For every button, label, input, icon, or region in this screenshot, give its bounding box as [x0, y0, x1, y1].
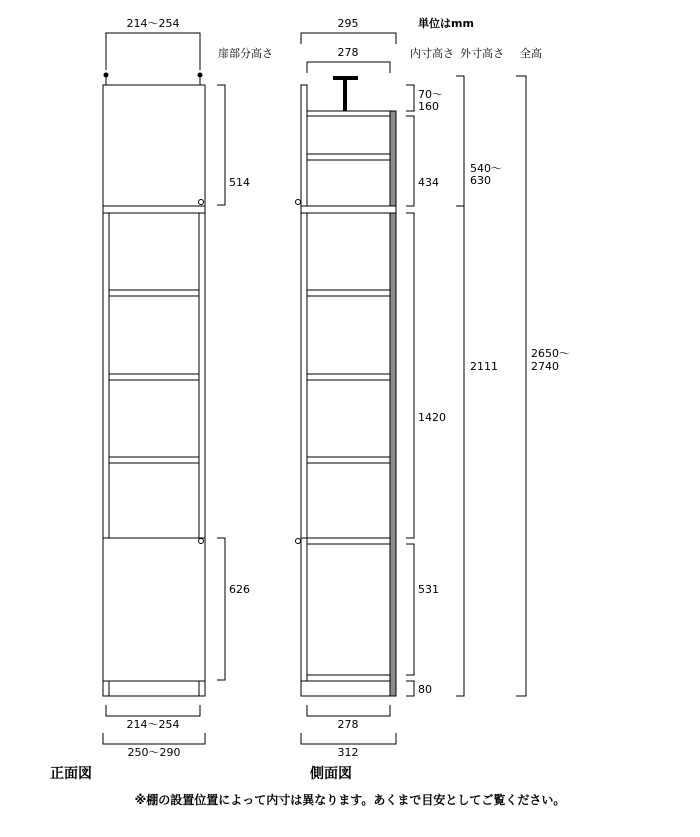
header-outer-height: 外寸高さ	[460, 47, 504, 60]
side-plinth	[301, 681, 390, 696]
total-height-max: 2740	[531, 360, 559, 373]
side-outer-depth-bottom-bracket	[301, 733, 396, 744]
side-outer-depth-top: 295	[337, 17, 359, 30]
inner-height-middle: 1420	[418, 411, 446, 424]
front-outer-width: 250～290	[127, 746, 181, 759]
side-lower-door	[301, 538, 307, 681]
side-outer-depth-bottom: 312	[337, 746, 359, 759]
front-divider-board	[103, 206, 205, 213]
side-inner-depth-bracket	[307, 62, 390, 73]
side-tension-rod	[333, 76, 358, 111]
front-upper-knob	[199, 200, 204, 205]
side-inner-depth-bottom: 278	[337, 718, 359, 731]
inner-height-upper: 434	[418, 176, 439, 189]
front-view	[50, 17, 250, 782]
inner-height-lower: 531	[418, 583, 439, 596]
inner-height-dimensions	[406, 85, 446, 696]
outer-height-upper-max: 630	[470, 174, 491, 187]
front-bottom-inner-width-bracket	[106, 705, 200, 716]
front-lower-door-bracket	[217, 538, 225, 680]
front-upper-door-bracket	[217, 85, 225, 205]
side-shelf	[307, 538, 390, 544]
front-lower-knob	[199, 539, 204, 544]
front-shelf	[109, 457, 199, 463]
inner-height-top-max: 160	[418, 100, 439, 113]
side-upper-knob	[296, 200, 301, 205]
inner-height-top-min: 70～	[418, 88, 443, 101]
inner-height-plinth: 80	[418, 683, 432, 696]
side-upper-door	[301, 85, 307, 206]
front-shelf	[109, 374, 199, 380]
front-view-label: 正面図	[50, 766, 92, 782]
side-back-panel	[390, 111, 396, 696]
front-hinge-pins	[104, 73, 203, 86]
side-divider-board	[301, 206, 396, 213]
front-lower-door	[103, 538, 205, 681]
side-view	[296, 17, 397, 782]
front-upper-door-height: 514	[229, 176, 250, 189]
outer-height-dimensions	[456, 76, 502, 696]
front-outer-width-bracket	[103, 733, 205, 744]
front-top-width-bracket	[106, 33, 200, 70]
header-total-height: 全高	[520, 47, 542, 60]
side-shelf	[307, 374, 390, 380]
side-lower-knob	[296, 539, 301, 544]
front-lower-door-height: 626	[229, 583, 250, 596]
total-height-dimension	[516, 76, 570, 696]
column-headers	[218, 16, 542, 60]
outer-height-upper-min: 540～	[470, 162, 502, 175]
side-bottom-inner-depth-bracket	[307, 705, 390, 716]
outer-height-lower: 2111	[470, 360, 498, 373]
footnote: ※棚の設置位置によって内寸は異なります。あくまで目安としてご覧ください。	[134, 793, 566, 807]
side-outer-depth-bracket	[301, 33, 396, 44]
unit-label: 単位はmm	[418, 17, 474, 30]
front-inner-width-top: 214～254	[126, 17, 180, 30]
header-inner-height: 内寸高さ	[410, 47, 454, 60]
side-inner-depth-top: 278	[337, 46, 359, 59]
side-shelf	[307, 154, 390, 160]
header-door-height: 扉部分高さ	[218, 47, 273, 60]
side-bottom-board	[307, 675, 390, 681]
side-shelf	[307, 457, 390, 463]
front-inner-width-bottom: 214～254	[126, 718, 180, 731]
front-shelf	[109, 290, 199, 296]
total-height-min: 2650～	[531, 347, 570, 360]
side-shelf	[307, 290, 390, 296]
side-view-label: 側面図	[310, 766, 352, 782]
front-upper-door	[103, 85, 205, 206]
side-top-board	[307, 111, 390, 116]
